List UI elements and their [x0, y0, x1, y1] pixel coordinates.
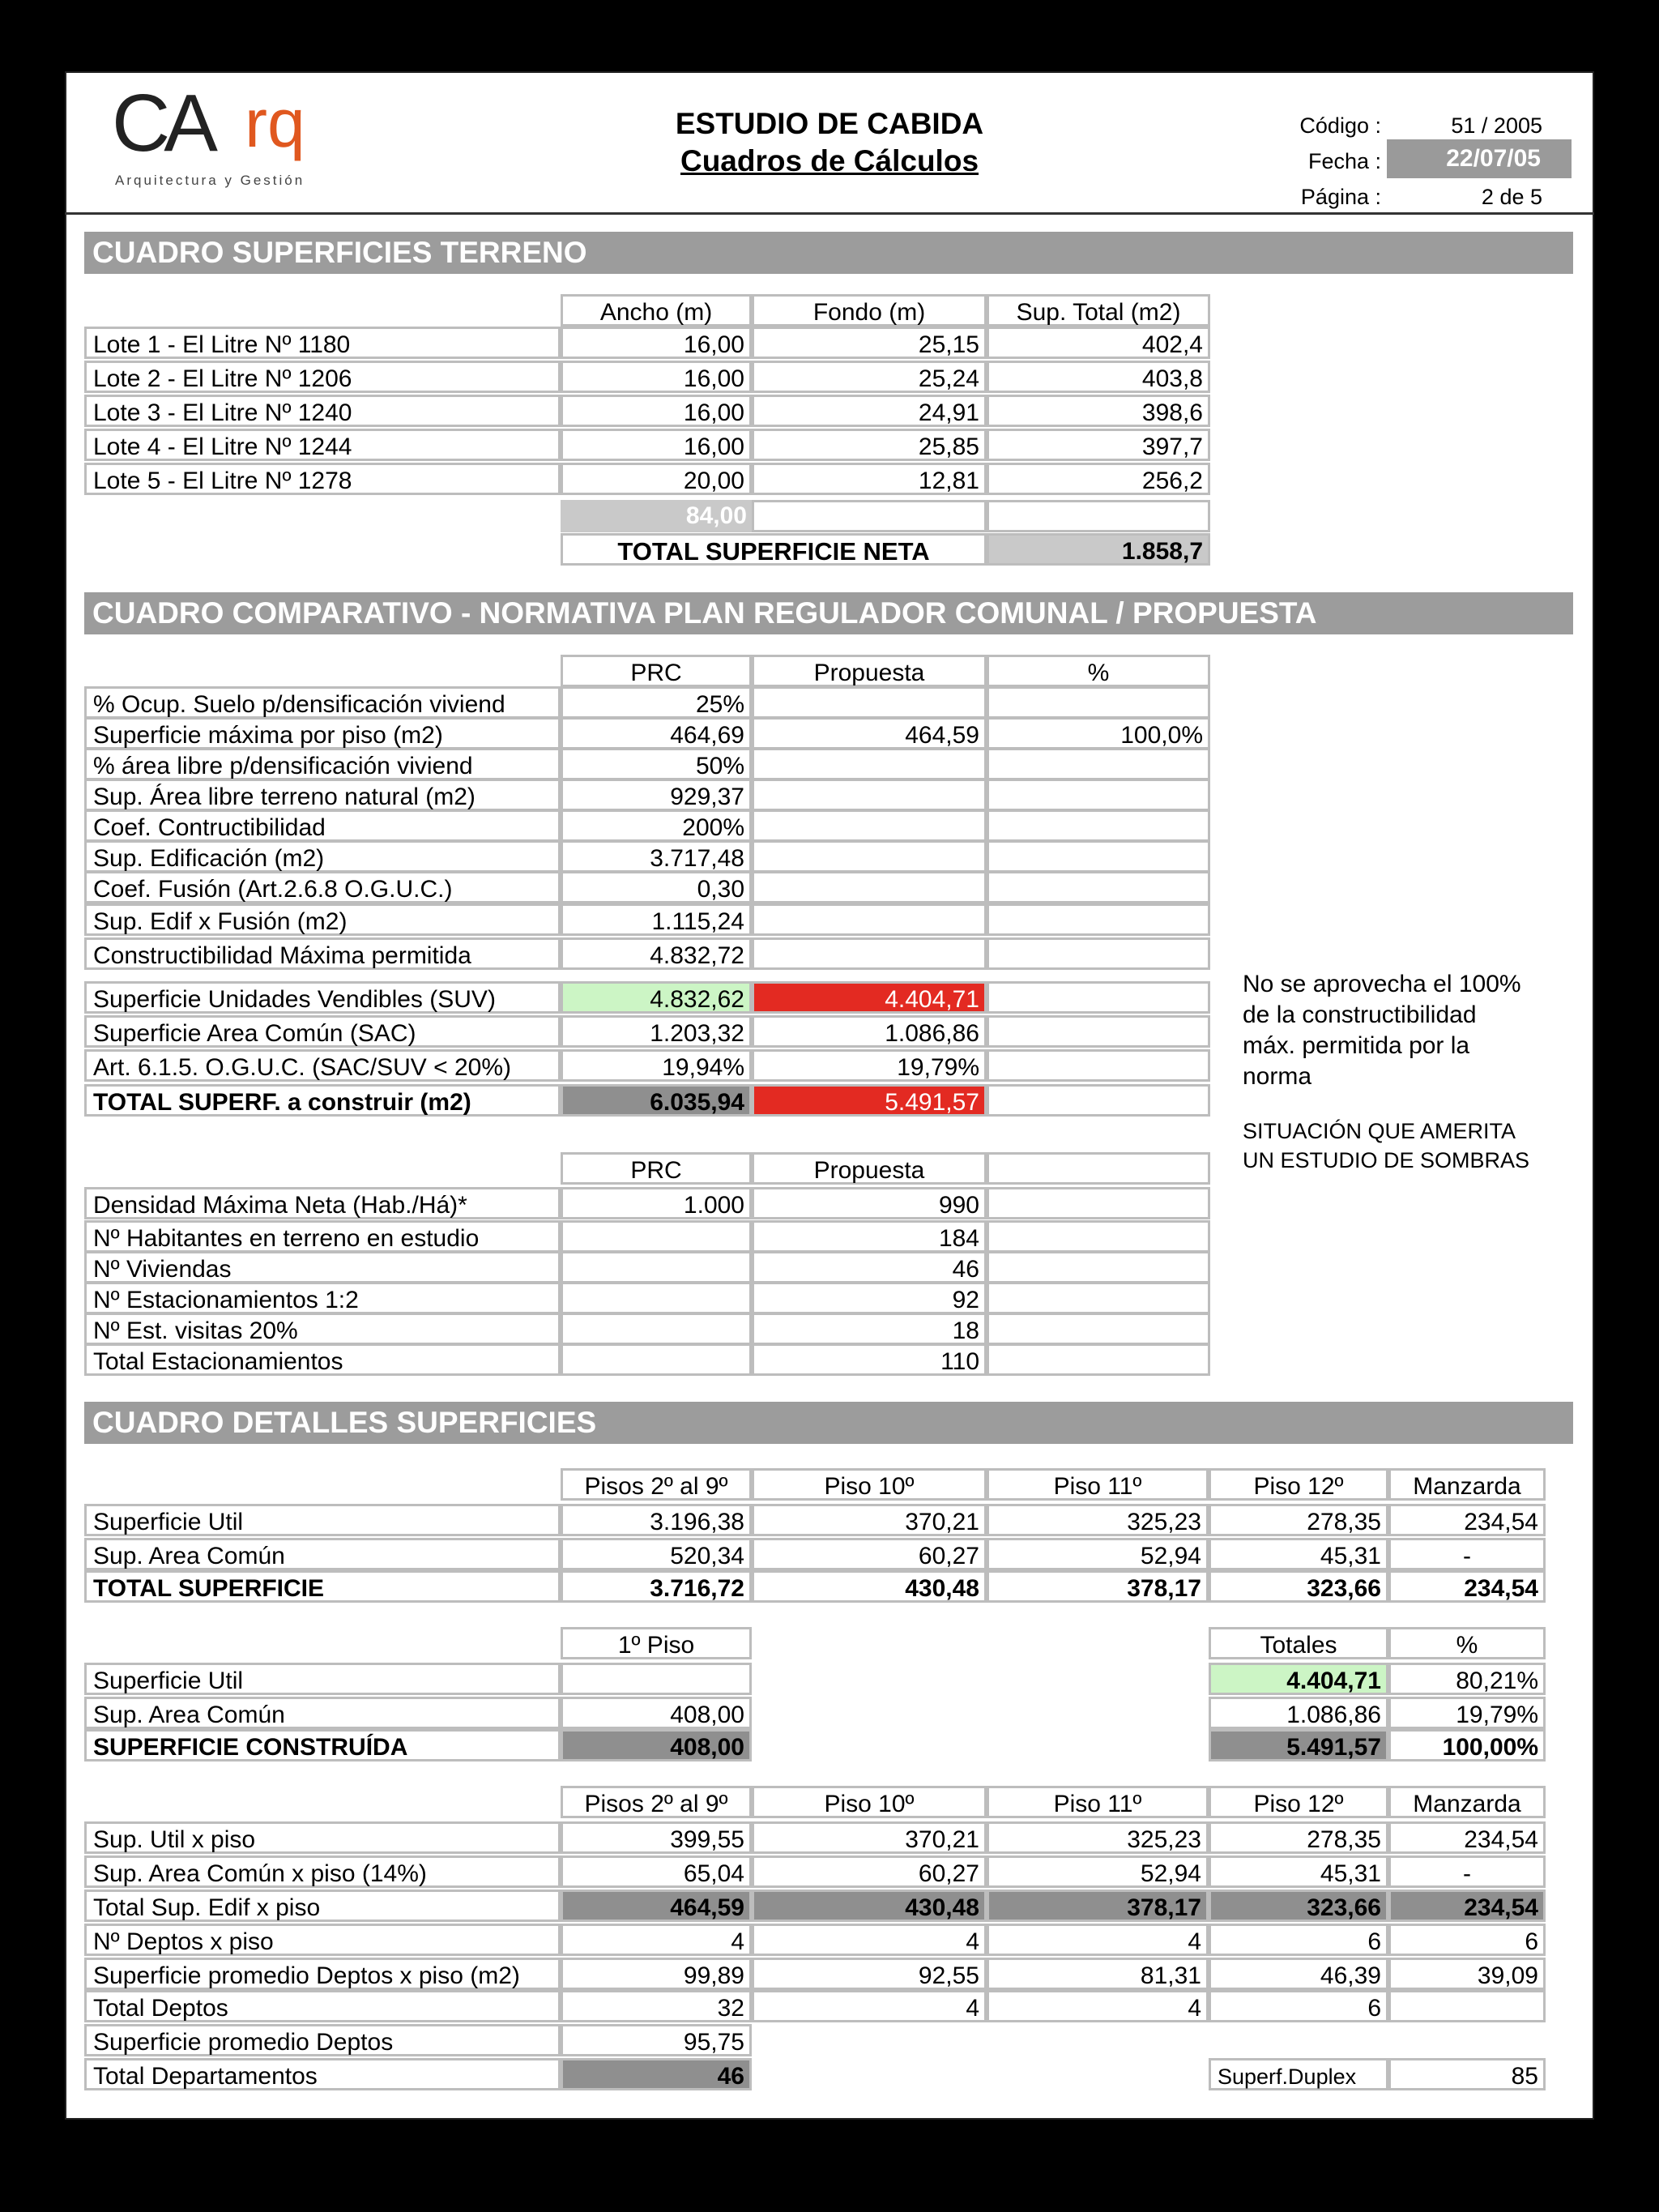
lote-sup: 398,6	[987, 395, 1210, 427]
note-line: UN ESTUDIO DE SOMBRAS	[1243, 1148, 1530, 1172]
detalles-row-label: Superficie Util	[84, 1504, 561, 1536]
lote-label: Lote 1 - El Litre Nº 1180	[84, 327, 561, 359]
comp-row-label: Sup. Área libre terreno natural (m2)	[84, 779, 561, 811]
empty-cell	[987, 1282, 1210, 1314]
lote-fondo: 25,24	[752, 361, 987, 393]
comp-row-label: Sup. Edif x Fusión (m2)	[84, 903, 561, 936]
comp-prc: 3.717,48	[561, 840, 752, 873]
por-piso-value: 4	[561, 1924, 752, 1956]
comp-total-prc: 19,94%	[561, 1049, 752, 1082]
detalles-col-header: Piso 10º	[752, 1468, 987, 1501]
comp-propuesta: 464,59	[752, 717, 987, 749]
note-line: de la constructibilidad	[1243, 1001, 1477, 1028]
lote-sup: 402,4	[987, 327, 1210, 359]
por-piso-label: Sup. Area Común x piso (14%)	[84, 1855, 561, 1888]
comp-propuesta	[752, 779, 987, 811]
por-piso-value: 39,09	[1388, 1958, 1546, 1990]
detalles-value: 430,48	[752, 1570, 987, 1603]
comp-total-prc: 6.035,94	[561, 1084, 752, 1117]
densidad-propuesta: 18	[752, 1313, 987, 1345]
por-piso-value: 6	[1209, 1924, 1388, 1956]
comp-prc: 50%	[561, 748, 752, 780]
note-line: No se aprovecha el 100%	[1243, 971, 1521, 997]
logo-tagline: Arquitectura y Gestión	[115, 173, 305, 188]
comp-pct	[987, 748, 1210, 780]
comp-total-label: Superficie Unidades Vendibles (SUV)	[84, 981, 561, 1014]
detalles-value: 323,66	[1209, 1570, 1388, 1603]
por-piso-value: 378,17	[987, 1890, 1209, 1922]
por-piso-value: 370,21	[752, 1821, 987, 1854]
por-piso-value: 46	[561, 2058, 752, 2090]
empty-cell	[752, 500, 987, 532]
total-superficie-neta-label: TOTAL SUPERFICIE NETA	[561, 533, 987, 566]
comp-propuesta	[752, 748, 987, 780]
comp-total-propuesta: 1.086,86	[752, 1015, 987, 1048]
col-header-sup: Sup. Total (m2)	[987, 294, 1210, 327]
primer-piso-label: Superficie Util	[84, 1663, 561, 1695]
logo-mark: CA	[112, 78, 211, 169]
lote-label: Lote 3 - El Litre Nº 1240	[84, 395, 561, 427]
empty-cell	[987, 1313, 1210, 1345]
por-piso-col-header: Piso 10º	[752, 1786, 987, 1818]
densidad-propuesta: 990	[752, 1187, 987, 1219]
lote-ancho: 16,00	[561, 429, 752, 461]
por-piso-value: 234,54	[1388, 1821, 1546, 1854]
por-piso-col-header: Piso 12º	[1209, 1786, 1388, 1818]
detalles-value: 520,34	[561, 1538, 752, 1570]
por-piso-label: Total Departamentos	[84, 2058, 561, 2090]
por-piso-col-header: Piso 11º	[987, 1786, 1209, 1818]
comp-pct	[987, 937, 1210, 970]
por-piso-value: 60,27	[752, 1855, 987, 1888]
comp-prc: 200%	[561, 809, 752, 842]
por-piso-label: Nº Deptos x piso	[84, 1924, 561, 1956]
comp-row-label: % área libre p/densificación viviend	[84, 748, 561, 780]
totales-header: Totales	[1209, 1627, 1388, 1659]
por-piso-value: 4	[752, 1924, 987, 1956]
comp-total-propuesta: 4.404,71	[752, 981, 987, 1014]
pagina-label: Página :	[1300, 185, 1381, 209]
detalles-col-header: Piso 11º	[987, 1468, 1209, 1501]
densidad-propuesta: 46	[752, 1251, 987, 1283]
comp-row-label: Constructibilidad Máxima permitida	[84, 937, 561, 970]
por-piso-value: 32	[561, 1990, 752, 2022]
por-piso-value: 6	[1209, 1990, 1388, 2022]
primer-piso-label: SUPERFICIE CONSTRUÍDA	[84, 1729, 561, 1761]
comp-propuesta	[752, 903, 987, 936]
por-piso-value: 92,55	[752, 1958, 987, 1990]
totales-pct: 80,21%	[1388, 1663, 1546, 1695]
densidad-propuesta: 110	[752, 1343, 987, 1376]
empty-cell	[987, 1343, 1210, 1376]
detalles-value: 45,31	[1209, 1538, 1388, 1570]
section-terreno-title: CUADRO SUPERFICIES TERRENO	[84, 232, 1573, 274]
fecha-value: 22/07/05	[1387, 139, 1572, 178]
por-piso-value: 99,89	[561, 1958, 752, 1990]
detalles-col-header: Piso 12º	[1209, 1468, 1388, 1501]
header-divider	[65, 212, 1594, 215]
detalles-value: 3.716,72	[561, 1570, 752, 1603]
por-piso-label: Superficie promedio Deptos	[84, 2024, 561, 2056]
primer-piso-value: 408,00	[561, 1697, 752, 1729]
por-piso-value: 4	[752, 1990, 987, 2022]
por-piso-label: Total Sup. Edif x piso	[84, 1890, 561, 1922]
empty-cell	[987, 500, 1210, 532]
lote-ancho: 16,00	[561, 395, 752, 427]
codigo-label: Código :	[1299, 113, 1381, 138]
por-piso-value: 278,35	[1209, 1821, 1388, 1854]
comp-prc: 4.832,72	[561, 937, 752, 970]
ancho-total: 84,00	[561, 500, 752, 532]
comp-total-label: Superficie Area Común (SAC)	[84, 1015, 561, 1048]
col-header-pct: %	[987, 655, 1210, 687]
comp-total-propuesta: 19,79%	[752, 1049, 987, 1082]
comp-row-label: Superficie máxima por piso (m2)	[84, 717, 561, 749]
por-piso-value: 399,55	[561, 1821, 752, 1854]
empty-cell	[987, 1015, 1210, 1048]
empty-cell	[987, 1084, 1210, 1117]
comp-prc: 0,30	[561, 871, 752, 903]
col-header-propuesta-densidad: Propuesta	[752, 1152, 987, 1185]
detalles-value: 370,21	[752, 1504, 987, 1536]
densidad-prc	[561, 1251, 752, 1283]
primer-piso-value	[561, 1663, 752, 1695]
col-header-prc-densidad: PRC	[561, 1152, 752, 1185]
densidad-label: Nº Estacionamientos 1:2	[84, 1282, 561, 1314]
comp-row-label: Sup. Edificación (m2)	[84, 840, 561, 873]
densidad-prc	[561, 1343, 752, 1376]
comp-prc: 929,37	[561, 779, 752, 811]
section-comparativo-title: CUADRO COMPARATIVO - NORMATIVA PLAN REGULADOR COMUNAL / PROPUESTA	[84, 592, 1573, 634]
primer-piso-label: Sup. Area Común	[84, 1697, 561, 1729]
detalles-row-label: TOTAL SUPERFICIE	[84, 1570, 561, 1603]
lote-label: Lote 5 - El Litre Nº 1278	[84, 463, 561, 495]
fecha-label: Fecha :	[1307, 149, 1381, 173]
comp-total-label: Art. 6.1.5. O.G.U.C. (SAC/SUV < 20%)	[84, 1049, 561, 1082]
comp-total-propuesta: 5.491,57	[752, 1084, 987, 1117]
por-piso-label: Superficie promedio Deptos x piso (m2)	[84, 1958, 561, 1990]
por-piso-value	[1388, 1990, 1546, 2022]
note-sombras	[1243, 1117, 1529, 1175]
detalles-col-header: Pisos 2º al 9º	[561, 1468, 752, 1501]
lote-label: Lote 2 - El Litre Nº 1206	[84, 361, 561, 393]
por-piso-value: 4	[987, 1924, 1209, 1956]
por-piso-value: 430,48	[752, 1890, 987, 1922]
por-piso-value: 6	[1388, 1924, 1546, 1956]
empty-cell	[987, 981, 1210, 1014]
densidad-prc	[561, 1313, 752, 1345]
codigo-value: 51 / 2005	[1451, 113, 1542, 138]
detalles-value: 3.196,38	[561, 1504, 752, 1536]
por-piso-col-header: Manzarda	[1388, 1786, 1546, 1818]
comp-pct	[987, 840, 1210, 873]
comp-pct	[987, 809, 1210, 842]
totales-pct-header: %	[1388, 1627, 1546, 1659]
comp-propuesta	[752, 840, 987, 873]
totales-pct: 19,79%	[1388, 1697, 1546, 1729]
por-piso-value: 81,31	[987, 1958, 1209, 1990]
col-header-ancho: Ancho (m)	[561, 294, 752, 327]
por-piso-value: -	[1388, 1855, 1546, 1888]
por-piso-label: Total Deptos	[84, 1990, 561, 2022]
densidad-label: Nº Habitantes en terreno en estudio	[84, 1220, 561, 1253]
detalles-col-header: Manzarda	[1388, 1468, 1546, 1501]
por-piso-value: 4	[987, 1990, 1209, 2022]
comp-pct	[987, 779, 1210, 811]
comp-total-prc: 4.832,62	[561, 981, 752, 1014]
lote-fondo: 24,91	[752, 395, 987, 427]
note-line: norma	[1243, 1063, 1312, 1090]
empty-cell	[987, 1220, 1210, 1253]
detalles-row-label: Sup. Area Común	[84, 1538, 561, 1570]
totales-pct: 100,00%	[1388, 1729, 1546, 1761]
por-piso-value: 45,31	[1209, 1855, 1388, 1888]
detalles-value: 234,54	[1388, 1504, 1546, 1536]
detalles-value: 60,27	[752, 1538, 987, 1570]
empty-cell	[987, 1251, 1210, 1283]
por-piso-value: 323,66	[1209, 1890, 1388, 1922]
por-piso-col-header: Pisos 2º al 9º	[561, 1786, 752, 1818]
comp-propuesta	[752, 937, 987, 970]
comp-pct	[987, 903, 1210, 936]
densidad-propuesta: 92	[752, 1282, 987, 1314]
note-constructibilidad	[1243, 969, 1521, 1092]
densidad-label: Nº Est. visitas 20%	[84, 1313, 561, 1345]
por-piso-value: 95,75	[561, 2024, 752, 2056]
empty-cell	[987, 1187, 1210, 1219]
densidad-label: Densidad Máxima Neta (Hab./Há)*	[84, 1187, 561, 1219]
document-title: ESTUDIO DE CABIDA	[675, 107, 984, 140]
comp-prc: 1.115,24	[561, 903, 752, 936]
lote-fondo: 25,15	[752, 327, 987, 359]
totales-value: 4.404,71	[1209, 1663, 1388, 1695]
col-header-propuesta: Propuesta	[752, 655, 987, 687]
comp-pct	[987, 871, 1210, 903]
comp-row-label: % Ocup. Suelo p/densificación viviend	[84, 686, 561, 719]
por-piso-value: 65,04	[561, 1855, 752, 1888]
detalles-value: 278,35	[1209, 1504, 1388, 1536]
lote-ancho: 16,00	[561, 327, 752, 359]
comp-row-label: Coef. Contructibilidad	[84, 809, 561, 842]
por-piso-value: 464,59	[561, 1890, 752, 1922]
densidad-prc	[561, 1282, 752, 1314]
por-piso-value: 46,39	[1209, 1958, 1388, 1990]
logo-accent: rq	[245, 85, 305, 161]
detalles-value: 325,23	[987, 1504, 1209, 1536]
pagina-value: 2 de 5	[1481, 185, 1542, 209]
note-line: SITUACIÓN QUE AMERITA	[1243, 1119, 1516, 1143]
comp-total-prc: 1.203,32	[561, 1015, 752, 1048]
lote-fondo: 25,85	[752, 429, 987, 461]
document-subtitle: Cuadros de Cálculos	[680, 144, 979, 177]
comp-propuesta	[752, 871, 987, 903]
detalles-value: 378,17	[987, 1570, 1209, 1603]
lote-sup: 397,7	[987, 429, 1210, 461]
lote-fondo: 12,81	[752, 463, 987, 495]
section-detalles-title: CUADRO DETALLES SUPERFICIES	[84, 1402, 1573, 1444]
densidad-label: Nº Viviendas	[84, 1251, 561, 1283]
comp-pct	[987, 686, 1210, 719]
detalles-value: -	[1388, 1538, 1546, 1570]
densidad-label: Total Estacionamientos	[84, 1343, 561, 1376]
total-superficie-neta-value: 1.858,7	[987, 533, 1210, 566]
lote-ancho: 16,00	[561, 361, 752, 393]
lote-sup: 403,8	[987, 361, 1210, 393]
primer-piso-header: 1º Piso	[561, 1627, 752, 1659]
empty-cell	[987, 1049, 1210, 1082]
duplex-label: Superf.Duplex	[1209, 2058, 1388, 2090]
note-line: máx. permitida por la	[1243, 1032, 1470, 1059]
comp-row-label: Coef. Fusión (Art.2.6.8 O.G.U.C.)	[84, 871, 561, 903]
comp-prc: 464,69	[561, 717, 752, 749]
totales-value: 1.086,86	[1209, 1697, 1388, 1729]
detalles-value: 234,54	[1388, 1570, 1546, 1603]
totales-value: 5.491,57	[1209, 1729, 1388, 1761]
duplex-value: 85	[1388, 2058, 1546, 2090]
lote-ancho: 20,00	[561, 463, 752, 495]
col-header-fondo: Fondo (m)	[752, 294, 987, 327]
comp-prc: 25%	[561, 686, 752, 719]
comp-propuesta	[752, 809, 987, 842]
primer-piso-value: 408,00	[561, 1729, 752, 1761]
col-header-empty	[987, 1152, 1210, 1185]
densidad-prc	[561, 1220, 752, 1253]
por-piso-label: Sup. Util x piso	[84, 1821, 561, 1854]
por-piso-value: 325,23	[987, 1821, 1209, 1854]
lote-sup: 256,2	[987, 463, 1210, 495]
comp-pct: 100,0%	[987, 717, 1210, 749]
por-piso-value: 234,54	[1388, 1890, 1546, 1922]
comp-total-label: TOTAL SUPERF. a construir (m2)	[84, 1084, 561, 1117]
detalles-value: 52,94	[987, 1538, 1209, 1570]
densidad-prc: 1.000	[561, 1187, 752, 1219]
comp-propuesta	[752, 686, 987, 719]
col-header-prc: PRC	[561, 655, 752, 687]
densidad-propuesta: 184	[752, 1220, 987, 1253]
lote-label: Lote 4 - El Litre Nº 1244	[84, 429, 561, 461]
por-piso-value: 52,94	[987, 1855, 1209, 1888]
